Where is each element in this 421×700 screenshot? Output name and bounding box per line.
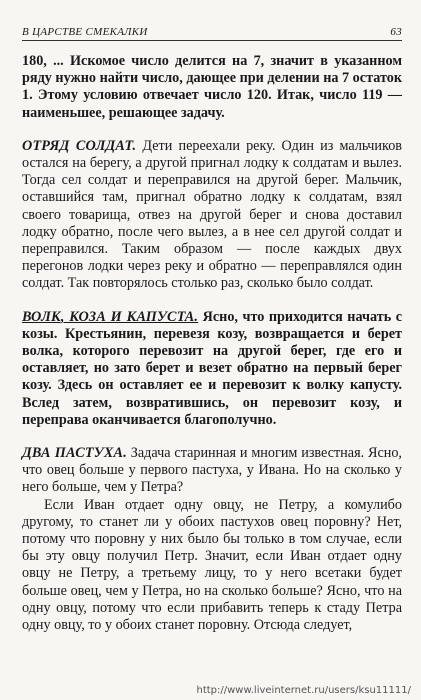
paragraph-soldiers <box>22 138 402 293</box>
section-title-wolf-goat-cabbage: ВОЛК, КОЗА И КАПУСТА. <box>22 308 199 325</box>
paragraph-wolf-goat-cabbage-text: Ясно, что приходится начать с козы. Крестьянин, перевезя козу, возвращается и берет волка, которого перевозит на другой берег, где его и оставляет, но зато берет и везет обратно на первый берег козу. Здесь он оставляет ее и перевозит к волку капусту. Вслед затем, возвратившись, он перевозит козу, и переправа оканчивается благополучно. <box>22 308 402 428</box>
book-page <box>22 26 402 650</box>
running-header <box>22 26 402 41</box>
paragraph-two-shepherds-text: Задача старинная и многим известная. Ясно, что овец больше у первого пастуха, у Ивана. Но на сколько у него больше, чем у Петра? <box>22 445 402 496</box>
paragraph-two-shepherds <box>22 445 402 497</box>
page-number: 63 <box>390 26 402 38</box>
watermark-url: http://www.liveinternet.ru/users/ksu11111/ <box>196 685 411 696</box>
section-title-two-shepherds: ДВА ПАСТУХА. <box>22 445 127 462</box>
paragraph-soldiers-text: Дети переехали реку. Один из мальчиков остался на берегу, а другой пригнал лодку к солдатам и вылез. Тогда сел солдат и переправился на другой берег. Мальчик, оставшийся там, пригнал обратно лодку к солдатам, взял своего товарища, отвез на другой берег и снова доставил лодку обратно, после чего вылез, а в нее сел другой солдат и переправился. Таким образом — после каждых двух перегонов лодки через реку и обратно — переправлялся один солдат. Так повторялось столько раз, сколько было солдат. <box>22 137 402 292</box>
paragraph-wolf-goat-cabbage <box>22 309 402 429</box>
running-title: В ЦАРСТВЕ СМЕКАЛКИ <box>22 26 148 38</box>
paragraph-answer-180: 180, ... Искомое число делится на 7, значит в указанном ряду нужно найти число, дающее при делении на 7 остаток 1. Этому условию отвечает число 120. Итак, число 119 — наименьшее, решающее задачу. <box>22 53 402 121</box>
paragraph-shepherds-continued: Если Иван отдает одну овцу, не Петру, а комулибо другому, то станет ли у обоих пастухов овец поровну? Нет, потому что поровну у них было бы только в том случае, если бы эту овцу получил Петр. Значит, если Иван отдает одну овцу не Петру, а третьему лицу, то у него всетаки будет больше овец, чем у Петра, но на сколько больше? Ясно, что на одну овцу, потому что если прибавить теперь к стаду Петра одну овцу, то у обоих станет поровну. Отсюда следует, <box>22 496 402 634</box>
section-title-soldiers: ОТРЯД СОЛДАТ. <box>22 137 137 154</box>
